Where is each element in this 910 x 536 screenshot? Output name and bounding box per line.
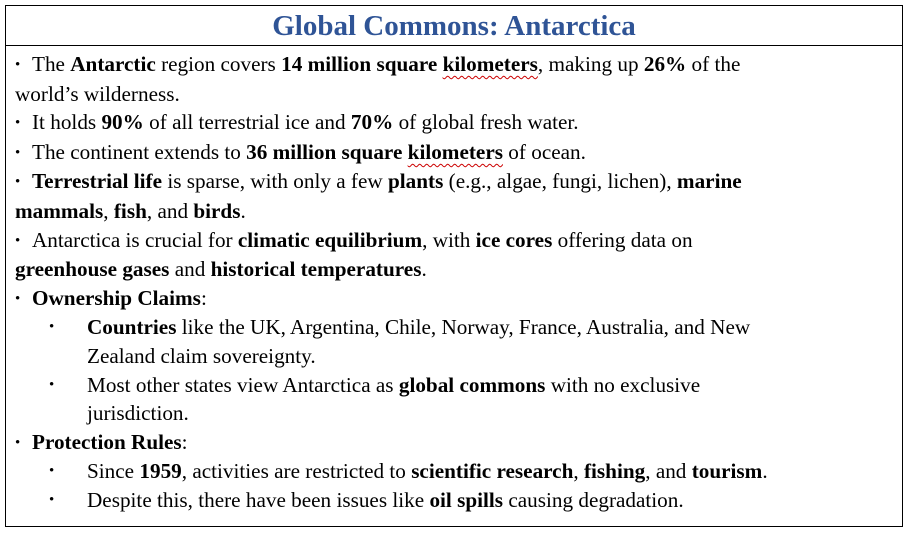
bold-text: fish — [113, 198, 147, 223]
bold-text: mammals — [15, 198, 104, 223]
bullet-item-ownership — [15, 284, 885, 314]
bullet-dot: • — [15, 115, 21, 132]
text: region covers — [155, 52, 282, 76]
text: , and — [645, 459, 692, 484]
text: (e.g., algae, fungi, lichen), — [443, 169, 677, 194]
text: . — [762, 459, 768, 484]
bold-text: 14 million square — [281, 52, 443, 76]
text: of global fresh water. — [393, 110, 579, 135]
bold-text: historical temperatures — [210, 257, 422, 282]
sub-bullet-dot: • — [49, 491, 55, 508]
sub-bullet-oil-spills — [15, 486, 885, 515]
text: The continent extends to — [32, 139, 247, 164]
text: , with — [422, 227, 476, 252]
bold-text: ice cores — [475, 227, 553, 252]
text: , — [573, 459, 584, 484]
text: causing degradation. — [503, 487, 684, 512]
bold-text: 26% — [643, 52, 687, 76]
text: . — [421, 257, 427, 282]
bold-text: 36 million square — [246, 139, 408, 164]
sub-bullet-countries-cont — [15, 342, 885, 371]
bullet-item-climate — [15, 226, 885, 256]
sub-bullet-dot: • — [49, 463, 55, 480]
text: Zealand claim sovereignty. — [87, 343, 316, 368]
bullet-dot: • — [15, 174, 21, 191]
text: like the UK, Argentina, Chile, Norway, France, Australia, and New — [176, 315, 751, 340]
text: offering data on — [552, 227, 693, 252]
text: Antarctica is crucial for — [32, 227, 238, 252]
bold-text: Countries — [87, 315, 177, 340]
text: world’s wilderness. — [15, 81, 180, 106]
bold-text: birds — [193, 198, 241, 223]
bold-text: tourism — [691, 459, 763, 484]
text: of all terrestrial ice and — [143, 110, 351, 135]
bullet-item-area-cont — [15, 80, 885, 109]
bullet-dot: • — [15, 434, 21, 451]
bullet-dot: • — [15, 57, 21, 73]
bold-text: Antarctic — [70, 52, 156, 76]
bold-text: Terrestrial life — [32, 169, 163, 194]
text: of ocean. — [502, 139, 586, 164]
sub-bullet-dot: • — [49, 319, 55, 336]
sub-bullet-commons-cont — [15, 399, 885, 428]
bullet-dot: • — [15, 232, 21, 249]
sub-bullet-since-1959 — [15, 457, 885, 486]
bold-text: scientific research — [411, 459, 574, 484]
misspelled-word: kilometers — [442, 52, 538, 76]
bullet-item-ice — [15, 108, 885, 138]
section-heading: Protection Rules — [32, 429, 182, 454]
bold-text: fishing — [583, 459, 646, 484]
bold-text: 1959 — [139, 459, 182, 484]
bullet-dot: • — [15, 290, 21, 307]
sub-bullet-countries — [15, 313, 885, 342]
bullet-item-area — [15, 50, 885, 80]
bold-text: oil spills — [429, 487, 504, 512]
bold-text: plants — [388, 169, 444, 194]
text: , making up — [537, 52, 644, 76]
bullet-item-life — [15, 167, 885, 197]
bold-text: 90% — [101, 110, 144, 135]
text: is sparse, with only a few — [162, 169, 388, 194]
misspelled-word: kilometers — [407, 139, 503, 164]
text: . — [240, 198, 246, 223]
text: Most other states view Antarctica as — [87, 372, 399, 397]
bullet-item-climate-cont — [15, 255, 885, 284]
content-cell — [15, 50, 885, 515]
text: It holds — [32, 110, 102, 135]
bullet-item-ocean — [15, 138, 885, 168]
bullet-item-life-cont — [15, 197, 885, 226]
bold-text: greenhouse gases — [15, 257, 170, 282]
bullet-dot: • — [15, 144, 21, 161]
text: , and — [146, 198, 194, 223]
text: , — [103, 198, 114, 223]
text: Despite this, there have been issues like — [87, 487, 430, 512]
text: , activities are restricted to — [181, 459, 412, 484]
section-heading: Ownership Claims — [32, 285, 201, 310]
bold-text: global commons — [398, 372, 546, 397]
title-row — [6, 6, 902, 46]
bold-text: climatic equilibrium — [237, 227, 423, 252]
text: with no exclusive — [545, 372, 701, 397]
bold-text: marine — [676, 169, 742, 194]
text: : — [181, 429, 188, 454]
page-title: Global Commons: Antarctica — [272, 10, 636, 42]
text: : — [200, 285, 207, 310]
sub-bullet-commons — [15, 371, 885, 400]
bold-text: 70% — [350, 110, 394, 135]
text: and — [169, 257, 211, 282]
text: The — [32, 52, 71, 76]
sub-bullet-dot: • — [49, 376, 55, 393]
content-table — [5, 5, 903, 527]
text: Since — [87, 459, 140, 484]
text: of the — [686, 52, 741, 76]
bullet-item-protection — [15, 428, 885, 458]
text: jurisdiction. — [87, 401, 189, 426]
